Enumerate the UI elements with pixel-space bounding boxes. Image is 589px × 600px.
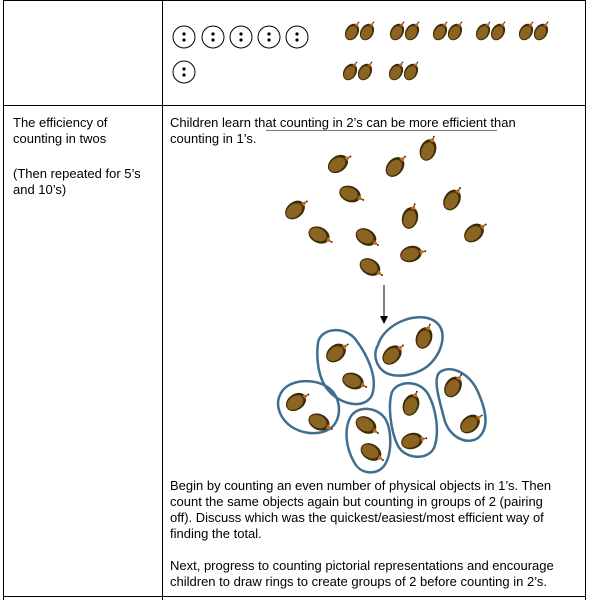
row-label-line: The efficiency of <box>13 115 108 130</box>
paragraph-line: Begin by counting an even number of physical objects in 1’s. Then <box>170 478 552 493</box>
hedgehog-icon <box>337 183 367 207</box>
hedgehog-icon <box>402 18 424 43</box>
hedgehog-icon <box>516 18 538 43</box>
hedgehog-icon <box>357 440 388 467</box>
hedgehog-icon <box>401 58 423 83</box>
hedgehog-icon <box>281 194 312 223</box>
hedgehog-icon <box>324 149 355 177</box>
button-icon <box>258 26 280 48</box>
hedgehog-icon <box>473 18 495 43</box>
arrow-down-icon <box>380 285 388 324</box>
hedgehog-icon <box>340 58 362 83</box>
hedgehog-icon <box>460 217 491 246</box>
paragraph-line: off). Discuss which was the quickest/easiest/most efficient way of <box>170 510 544 525</box>
hedgehog-icon <box>352 225 383 252</box>
hedgehog-icon <box>413 321 437 351</box>
row-label-line: counting in twos <box>13 131 107 146</box>
button-icon <box>202 26 224 48</box>
hedgehog-icon <box>400 388 424 418</box>
hedgehog-icon <box>355 58 377 83</box>
paragraph-line: finding the total. <box>170 526 262 541</box>
hedgehog-icon <box>398 242 428 264</box>
button-icon <box>173 61 195 83</box>
hedgehog-icon <box>356 255 387 282</box>
hedgehog-icon <box>352 413 383 440</box>
hedgehog-icon <box>531 18 553 43</box>
paragraph-line: count the same objects again but counting in groups of 2 (pairing <box>170 494 543 509</box>
hedgehog-icon <box>340 370 370 394</box>
hedgehog-icon <box>386 58 408 83</box>
hedgehog-icon <box>387 18 409 43</box>
hedgehog-icon <box>382 150 411 181</box>
intro-line: Children learn that counting in 2’s can be more efficient than <box>170 115 516 130</box>
button-icon <box>286 26 308 48</box>
hedgehog-icon <box>445 18 467 43</box>
hedgehog-icon <box>488 18 510 43</box>
hedgehog-icon <box>430 18 452 43</box>
hedgehog-icon <box>306 223 337 249</box>
hedgehog-icon <box>379 338 409 368</box>
hedgehog-icon <box>357 18 379 43</box>
intro-line: counting in 1’s. <box>170 131 257 146</box>
group-ring-icon <box>317 330 373 404</box>
hedgehog-icon <box>322 337 353 366</box>
hedgehog-icon <box>399 201 421 231</box>
group-ring-icon <box>375 317 442 375</box>
paragraph-line: children to draw rings to create groups of 2 before counting in 2’s. <box>170 574 547 589</box>
button-icon <box>230 26 252 48</box>
button-icon <box>173 26 195 48</box>
hedgehog-icon <box>342 18 364 43</box>
paragraph-line: Next, progress to counting pictorial representations and encourage <box>170 558 554 573</box>
hedgehog-icon <box>440 183 467 214</box>
hedgehog-icon <box>399 429 429 451</box>
row-note-line: (Then repeated for 5’s <box>13 166 141 181</box>
hedgehog-icon <box>417 133 441 163</box>
hedgehog-icon <box>282 387 313 415</box>
row-note-line: and 10’s) <box>13 182 67 197</box>
